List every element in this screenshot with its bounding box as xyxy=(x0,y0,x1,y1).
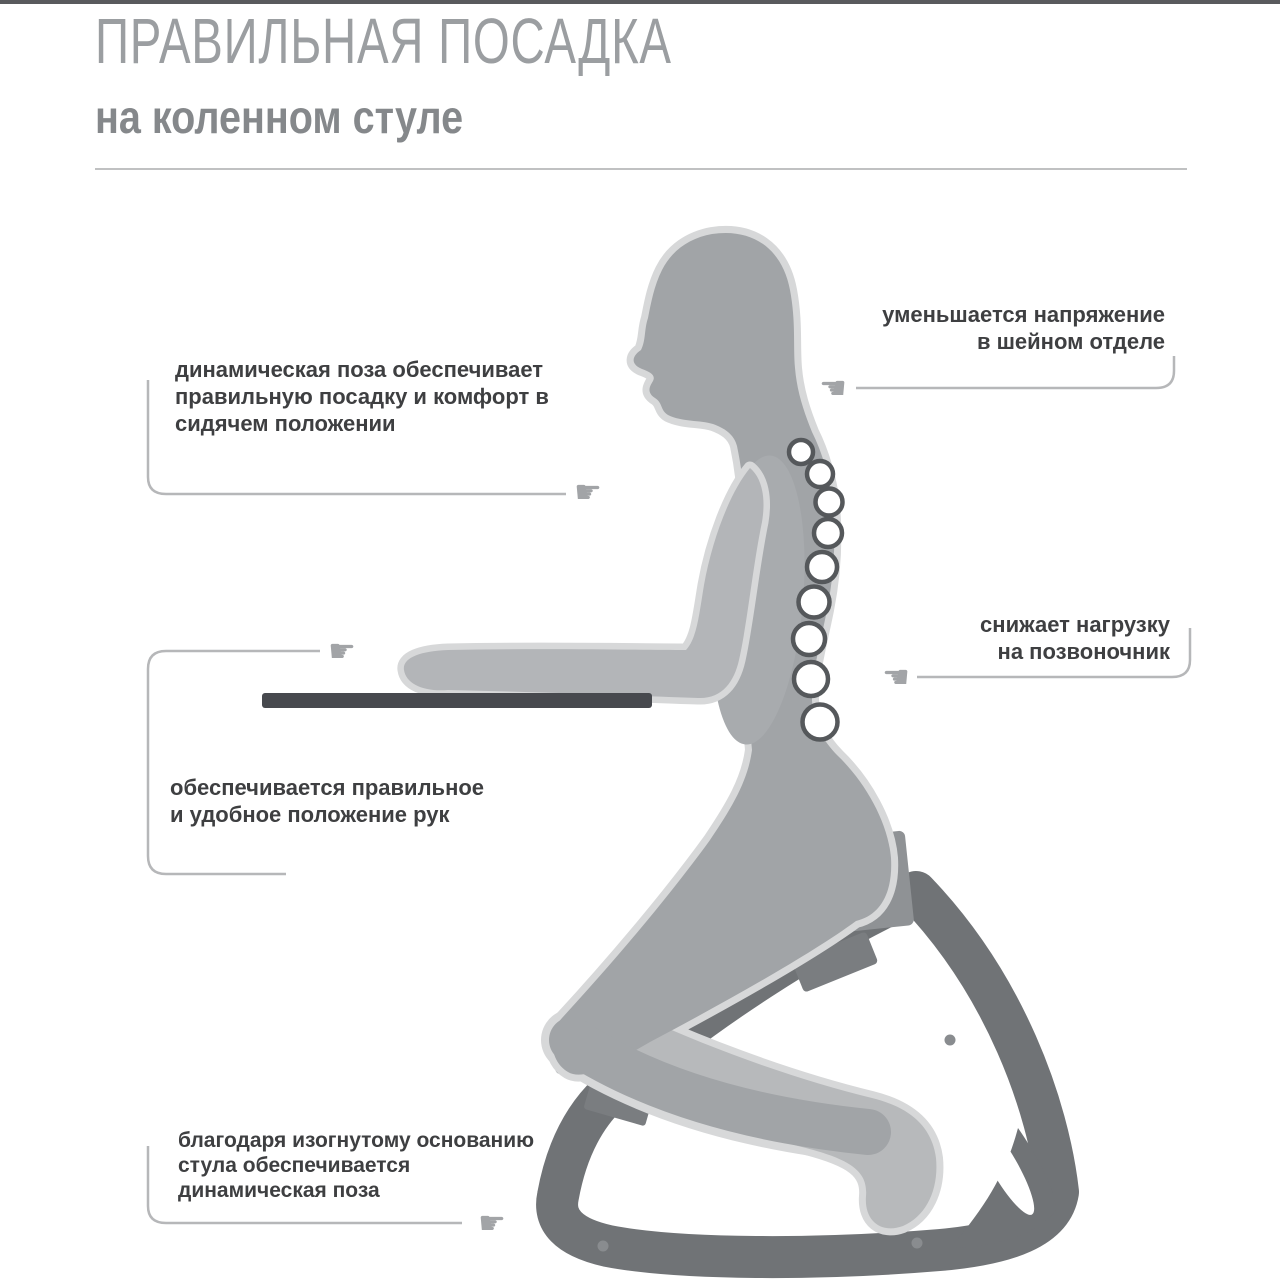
callout-line-arms xyxy=(148,651,320,874)
spine-vertebra-circle xyxy=(789,440,813,464)
pointer-hand-icon: ☛ xyxy=(478,1205,506,1241)
callout-text-line: обеспечивается правильное xyxy=(170,775,485,800)
page-title: ПРАВИЛЬНАЯ ПОСАДКА xyxy=(95,5,672,77)
spine-vertebra-circle xyxy=(807,461,833,487)
callout-text-line: сидячем положении xyxy=(175,411,396,436)
spine-vertebra-circle xyxy=(814,519,842,547)
pointer-hand-icon: ☛ xyxy=(574,474,602,510)
callout-neck xyxy=(882,301,1165,355)
callout-text-line: на позвоночник xyxy=(997,639,1170,664)
callout-text-line: и удобное положение рук xyxy=(170,802,450,827)
spine-vertebra-circle xyxy=(816,489,843,516)
callout-text-line: благодаря изогнутому основанию xyxy=(178,1129,535,1152)
chair-frame-screw xyxy=(912,1238,923,1249)
callout-base xyxy=(178,1128,534,1203)
callout-text-line: правильную посадку и комфорт в xyxy=(175,384,549,409)
callout-text-line: динамическая поза xyxy=(178,1179,380,1202)
callout-text-line: стула обеспечивается xyxy=(178,1154,411,1177)
spine-vertebra-circle xyxy=(793,623,825,655)
spine-vertebra-circle xyxy=(799,587,830,618)
callout-text-line: уменьшается напряжение xyxy=(882,302,1165,327)
spine-vertebra-circle xyxy=(794,662,828,696)
desk-surface xyxy=(262,693,652,708)
chair-frame-screw xyxy=(945,1035,956,1046)
callout-dynamic-pose xyxy=(175,356,549,437)
callout-text-line: динамическая поза обеспечивает xyxy=(175,357,544,382)
chair-frame-screw xyxy=(598,1241,609,1252)
callout-spine xyxy=(980,611,1170,665)
page-subtitle: на коленном стуле xyxy=(95,91,464,143)
callout-text-line: снижает нагрузку xyxy=(980,612,1170,637)
callout-line-neck xyxy=(856,356,1174,388)
pointer-hand-icon: ☚ xyxy=(819,370,847,406)
pointer-hand-icon: ☚ xyxy=(882,659,910,695)
pointer-hand-icon: ☛ xyxy=(328,633,356,669)
spine-vertebra-circle xyxy=(803,705,838,740)
callout-text-line: в шейном отделе xyxy=(976,329,1165,354)
callout-arms xyxy=(170,774,484,828)
spine-vertebra-circle xyxy=(807,552,837,582)
